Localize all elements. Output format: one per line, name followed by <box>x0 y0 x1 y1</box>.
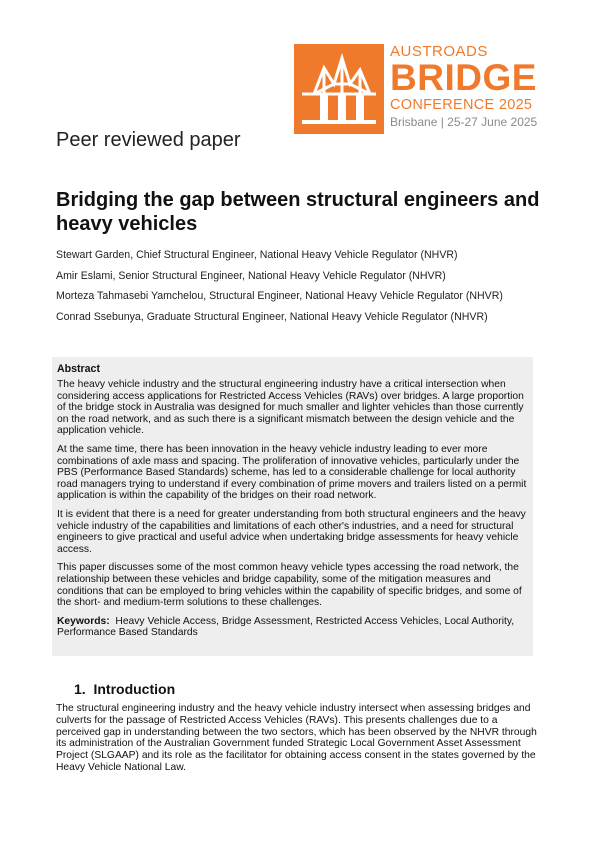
author-line: Morteza Tahmasebi Yamchelou, Structural Engineer, National Heavy Vehicle Regulator (NHVR) <box>56 290 503 302</box>
conference-logo-text <box>390 44 590 130</box>
conference-logo-icon <box>294 44 384 134</box>
abstract-paragraph: At the same time, there has been innovation in the heavy vehicle industry leading to ever more combinations of axle mass and spacing. The proliferation of innovative vehicles, particularly under the PBS (Performance Based Standards) scheme, has led to a considerable challenge for local authority road managers trying to understand if every combination of prime movers and trailers listed on a permit application is within the capability of the bridges on their road network. <box>57 443 527 502</box>
abstract-box <box>52 357 533 656</box>
author-line: Conrad Ssebunya, Graduate Structural Engineer, National Heavy Vehicle Regulator (NHVR) <box>56 310 488 323</box>
logo-line-conference: CONFERENCE 2025 <box>390 97 533 113</box>
logo-line-austroads: AUSTROADS <box>390 43 488 60</box>
abstract-paragraph: This paper discusses some of the most common heavy vehicle types accessing the road network, the relationship between these vehicles and bridge capability, some of the mitigation measures and conditions that can be employed to bring vehicles within the capability of specific bridges, and some of the short- and medium-term solutions to these challenges. <box>57 562 522 609</box>
section-heading-introduction <box>74 681 175 697</box>
introduction-paragraph: The structural engineering industry and the heavy vehicle industry intersect when assessing bridges and culverts for the passage of Restricted Access Vehicles (RAVs). This presents challenges due to a perceived gap in understanding between the two sectors, which has been observed by the NHVR through its administration of the Australian Government funded Strategic Local Government Asset Assessment Project (SLGAAP) and its role as the facilitator for obtaining access consent in the states governed by the Heavy Vehicle National Law. <box>56 703 537 773</box>
author-line: Amir Eslami, Senior Structural Engineer, National Heavy Vehicle Regulator (NHVR) <box>56 269 446 282</box>
abstract-paragraph: It is evident that there is a need for greater understanding from both structural engineers and the heavy vehicle industry of the capabilities and limitations of each other's industries, and a need for structural engineers to give practical and useful advice when undertaking bridge assessments for heavy vehicle access. <box>57 508 526 555</box>
section-title: Introduction <box>93 681 176 697</box>
logo-line-bridge: BRIDGE <box>390 57 537 98</box>
abstract-heading: Abstract <box>57 363 100 375</box>
author-list <box>56 245 576 327</box>
paper-title: Bridging the gap between structural engineers and heavy vehicles <box>56 189 540 235</box>
keywords-label: Keywords: <box>57 615 110 627</box>
author-line: Stewart Garden, Chief Structural Engineer, National Heavy Vehicle Regulator (NHVR) <box>56 249 458 261</box>
abstract-paragraph: The heavy vehicle industry and the structural engineering industry have a critical intersection when considering access applications for Restricted Access Vehicles (RAVs) over bridges. A large proportion of the bridge stock in Australia was designed for much smaller and lighter vehicles than those currently on the road network, and as such there is a significant mismatch between the design vehicle and the application vehicle. <box>57 379 524 437</box>
keywords-text: Heavy Vehicle Access, Bridge Assessment, Restricted Access Vehicles, Local Authority, Performance Based Standards <box>57 615 515 639</box>
keywords <box>57 616 529 639</box>
peer-reviewed-label: Peer reviewed paper <box>56 129 241 151</box>
logo-line-location-date: Brisbane | 25-27 June 2025 <box>390 115 538 129</box>
section-number: 1. <box>74 681 86 697</box>
